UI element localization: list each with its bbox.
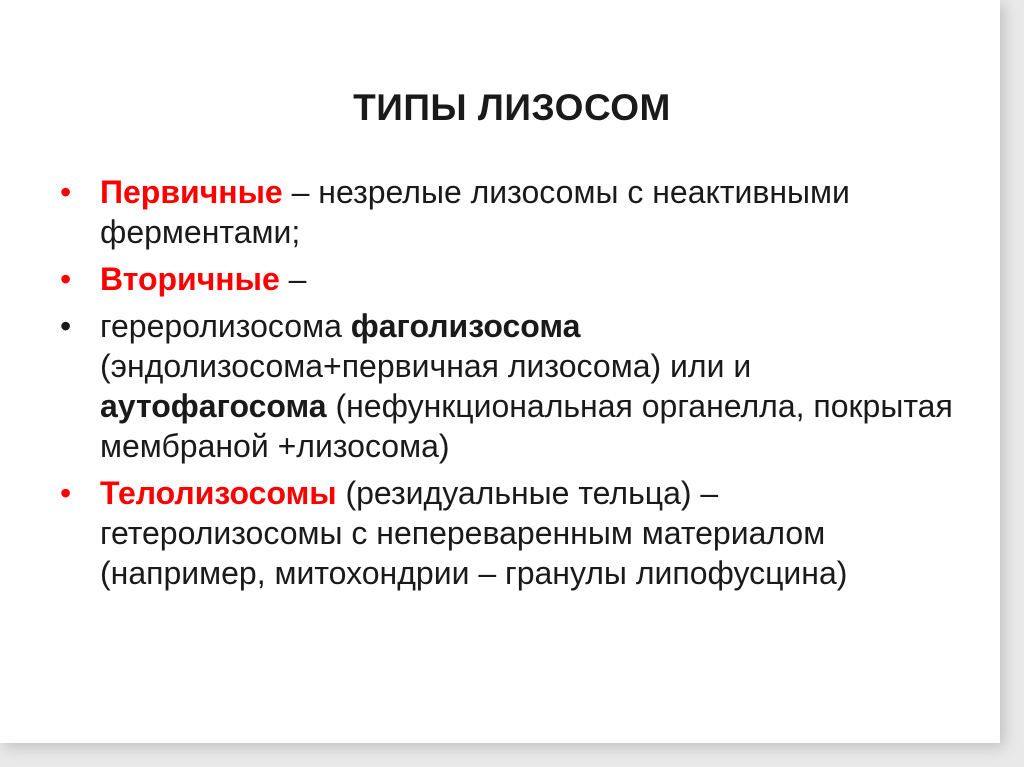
list-item-telolysosomes (0, 473, 1000, 593)
term-telolysosomes: Телолизосомы (100, 475, 337, 511)
term-primary: Первичные (100, 174, 283, 210)
term-phagolysosome: фаголизосома (350, 308, 581, 344)
bullet-marker: • (60, 475, 72, 511)
slide-title: ТИПЫ ЛИЗОСОМ (353, 87, 671, 128)
term-autophagosome: аутофагосома (100, 388, 327, 424)
bullet-marker: • (60, 174, 72, 210)
list-item-primary (0, 172, 1000, 252)
list-item-phagolysosome (0, 306, 1000, 466)
item-text: (нефункциональная органелла, покрытая мембраной +лизосома) (100, 388, 953, 464)
list-item-secondary (0, 259, 1000, 299)
item-text: (резидуальные тельца) – гетеролизосомы с непереваренным материалом (например, митохондрии – гранулы липофусцина) (100, 475, 848, 591)
item-text: (эндолизосома+первичная лизосома) или и (100, 348, 752, 384)
item-text: гереролизосома (100, 308, 351, 344)
item-text: – незрелые лизосомы с неактивными ферментами; (100, 174, 850, 250)
bullet-marker: • (60, 308, 72, 344)
bullet-list (0, 172, 1000, 600)
term-secondary: Вторичные (100, 261, 280, 297)
item-text: – (279, 261, 307, 297)
bullet-marker: • (60, 261, 72, 297)
